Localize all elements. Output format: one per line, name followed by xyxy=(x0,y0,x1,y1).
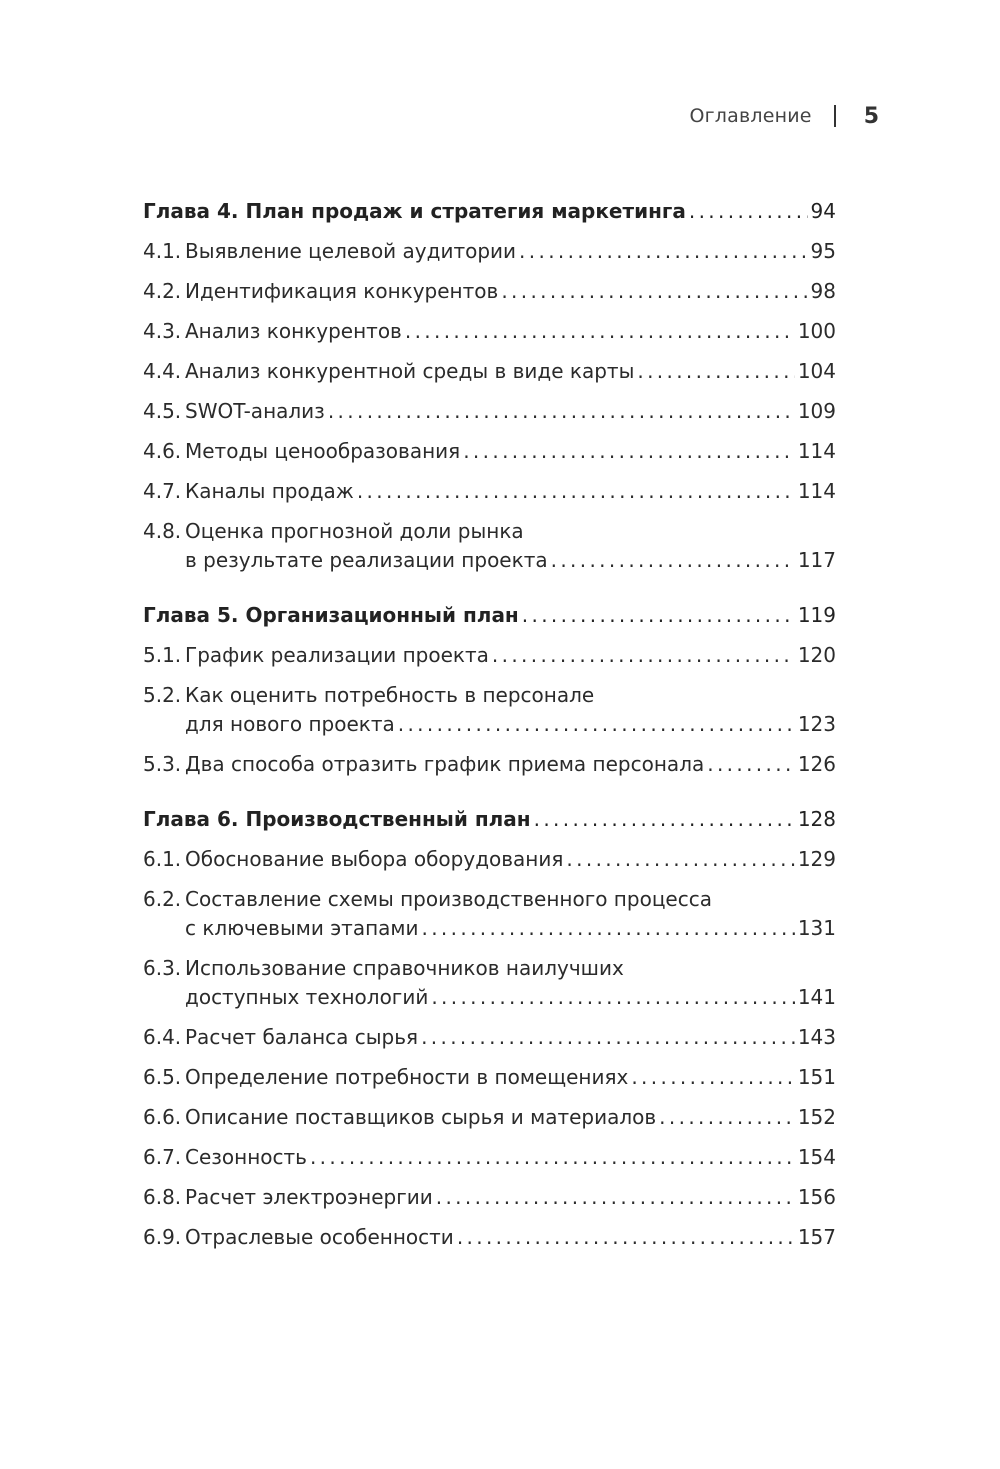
section-title: для нового проекта xyxy=(185,712,395,736)
section-title: Отраслевые особенности xyxy=(185,1225,454,1249)
running-section-title: Оглавление xyxy=(689,105,812,127)
toc-entry-line xyxy=(143,1063,836,1092)
section-title: Сезонность xyxy=(185,1145,307,1169)
dot-leader xyxy=(519,237,808,266)
section-page-number: 157 xyxy=(797,1225,836,1249)
section-title: Составление схемы производственного процесса xyxy=(185,887,712,911)
dot-leader xyxy=(431,983,795,1012)
section-number: 5.2. xyxy=(143,683,182,707)
dot-leader xyxy=(631,1063,794,1092)
section-title: Расчет электроэнергии xyxy=(185,1185,433,1209)
toc-entry[interactable] xyxy=(143,954,836,1012)
toc-entry-line xyxy=(143,477,836,506)
section-page-number: 114 xyxy=(797,479,836,503)
section-number: 6.4. xyxy=(143,1025,182,1049)
section-page-number: 104 xyxy=(797,359,836,383)
section-number: 4.2. xyxy=(143,279,182,303)
section-title: Два способа отразить график приема персонала xyxy=(185,752,705,776)
section-number: 6.1. xyxy=(143,847,182,871)
chapter-page-number: 119 xyxy=(797,603,836,627)
chapter-page-number: 94 xyxy=(810,199,836,223)
toc-entry[interactable] xyxy=(143,885,836,943)
section-title: Обоснование выбора оборудования xyxy=(185,847,564,871)
dot-leader xyxy=(310,1143,795,1172)
table-of-contents xyxy=(143,197,836,1278)
section-title: Идентификация конкурентов xyxy=(185,279,499,303)
section-number: 5.1. xyxy=(143,643,182,667)
toc-entry-line xyxy=(143,1143,836,1172)
dot-leader xyxy=(637,357,794,386)
section-page-number: 131 xyxy=(797,916,836,940)
toc-entry[interactable] xyxy=(143,1223,836,1252)
toc-entry-line xyxy=(143,845,836,874)
dot-leader xyxy=(551,546,795,575)
toc-entry-line xyxy=(143,317,836,346)
toc-entry-line xyxy=(143,983,836,1012)
toc-entry-line xyxy=(143,954,836,983)
section-title: Выявление целевой аудитории xyxy=(185,239,517,263)
header-divider xyxy=(834,105,836,127)
dot-leader xyxy=(501,277,807,306)
chapter-title: Глава 4. План продаж и стратегия маркетинга xyxy=(143,199,686,223)
toc-entry-line xyxy=(143,1103,836,1132)
toc-entry-line xyxy=(143,1183,836,1212)
dot-leader xyxy=(421,1023,795,1052)
toc-entry[interactable] xyxy=(143,397,836,426)
section-number: 6.7. xyxy=(143,1145,182,1169)
section-page-number: 151 xyxy=(797,1065,836,1089)
dot-leader xyxy=(463,437,795,466)
toc-entry-line xyxy=(143,914,836,943)
section-title: SWOT-анализ xyxy=(185,399,325,423)
section-page-number: 126 xyxy=(797,752,836,776)
toc-entry[interactable] xyxy=(143,750,836,779)
toc-entry-line xyxy=(143,641,836,670)
dot-leader xyxy=(566,845,794,874)
section-number: 6.3. xyxy=(143,956,182,980)
toc-entry[interactable] xyxy=(143,1023,836,1052)
toc-entry[interactable] xyxy=(143,1143,836,1172)
section-number: 6.2. xyxy=(143,887,182,911)
toc-entry[interactable] xyxy=(143,437,836,466)
section-number: 4.7. xyxy=(143,479,182,503)
running-header xyxy=(689,100,879,132)
section-number: 4.1. xyxy=(143,239,182,263)
chapter-title: Глава 6. Производственный план xyxy=(143,807,531,831)
section-number: 4.4. xyxy=(143,359,182,383)
section-title: в результате реализации проекта xyxy=(185,548,548,572)
dot-leader xyxy=(422,914,795,943)
toc-entry-line xyxy=(143,1223,836,1252)
section-page-number: 100 xyxy=(797,319,836,343)
section-page-number: 120 xyxy=(797,643,836,667)
dot-leader xyxy=(707,750,795,779)
section-number: 4.8. xyxy=(143,519,182,543)
toc-entry-line xyxy=(143,885,836,914)
section-title: с ключевыми этапами xyxy=(185,916,419,940)
toc-entry-line xyxy=(143,277,836,306)
section-title: доступных технологий xyxy=(185,985,429,1009)
section-number: 6.9. xyxy=(143,1225,182,1249)
section-title: График реализации проекта xyxy=(185,643,489,667)
dot-leader xyxy=(522,601,795,630)
toc-entry[interactable] xyxy=(143,1183,836,1212)
section-title: Методы ценообразования xyxy=(185,439,461,463)
chapter-heading[interactable] xyxy=(143,805,836,834)
dot-leader xyxy=(492,641,795,670)
toc-entry-line xyxy=(143,357,836,386)
section-title: Определение потребности в помещениях xyxy=(185,1065,629,1089)
section-title: Как оценить потребность в персонале xyxy=(185,683,595,707)
toc-entry[interactable] xyxy=(143,845,836,874)
section-page-number: 109 xyxy=(797,399,836,423)
toc-entry-line xyxy=(143,1023,836,1052)
toc-entry[interactable] xyxy=(143,477,836,506)
dot-leader xyxy=(328,397,795,426)
dot-leader xyxy=(457,1223,795,1252)
toc-entry[interactable] xyxy=(143,1103,836,1132)
section-number: 4.5. xyxy=(143,399,182,423)
dot-leader xyxy=(398,710,795,739)
section-page-number: 98 xyxy=(810,279,836,303)
chapter-page-number: 128 xyxy=(797,807,836,831)
dot-leader xyxy=(436,1183,795,1212)
section-number: 6.8. xyxy=(143,1185,182,1209)
dot-leader xyxy=(659,1103,795,1132)
toc-entry-line xyxy=(143,237,836,266)
section-number: 5.3. xyxy=(143,752,182,776)
toc-entry[interactable] xyxy=(143,237,836,266)
section-page-number: 123 xyxy=(797,712,836,736)
section-page-number: 152 xyxy=(797,1105,836,1129)
section-title: Описание поставщиков сырья и материалов xyxy=(185,1105,657,1129)
toc-entry-line xyxy=(143,710,836,739)
section-page-number: 129 xyxy=(797,847,836,871)
section-title: Анализ конкурентной среды в виде карты xyxy=(185,359,635,383)
toc-entry[interactable] xyxy=(143,1063,836,1092)
section-title: Анализ конкурентов xyxy=(185,319,402,343)
toc-entry-line xyxy=(143,546,836,575)
dot-leader xyxy=(534,805,795,834)
section-title: Расчет баланса сырья xyxy=(185,1025,419,1049)
toc-entry[interactable] xyxy=(143,357,836,386)
section-title: Использование справочников наилучших xyxy=(185,956,624,980)
toc-chapter xyxy=(143,805,836,1252)
chapter-heading[interactable] xyxy=(143,601,836,630)
section-page-number: 143 xyxy=(797,1025,836,1049)
toc-entry[interactable] xyxy=(143,681,836,739)
section-title: Каналы продаж xyxy=(185,479,354,503)
chapter-heading[interactable] xyxy=(143,197,836,226)
section-number: 4.6. xyxy=(143,439,182,463)
section-number: 4.3. xyxy=(143,319,182,343)
dot-leader xyxy=(405,317,795,346)
toc-entry-line xyxy=(143,437,836,466)
dot-leader xyxy=(357,477,795,506)
toc-entry[interactable] xyxy=(143,317,836,346)
chapter-title: Глава 5. Организационный план xyxy=(143,603,519,627)
toc-chapter xyxy=(143,197,836,575)
toc-entry-line xyxy=(143,681,836,710)
toc-entry[interactable] xyxy=(143,277,836,306)
toc-entry-line xyxy=(143,517,836,546)
page-number: 5 xyxy=(863,103,879,129)
section-number: 6.5. xyxy=(143,1065,182,1089)
section-page-number: 156 xyxy=(797,1185,836,1209)
section-page-number: 117 xyxy=(797,548,836,572)
section-page-number: 141 xyxy=(797,985,836,1009)
section-page-number: 154 xyxy=(797,1145,836,1169)
section-title: Оценка прогнозной доли рынка xyxy=(185,519,524,543)
toc-entry[interactable] xyxy=(143,517,836,575)
section-page-number: 95 xyxy=(810,239,836,263)
toc-entry[interactable] xyxy=(143,641,836,670)
toc-chapter xyxy=(143,601,836,779)
section-number: 6.6. xyxy=(143,1105,182,1129)
toc-entry-line xyxy=(143,397,836,426)
toc-entry-line xyxy=(143,750,836,779)
dot-leader xyxy=(689,197,808,226)
section-page-number: 114 xyxy=(797,439,836,463)
